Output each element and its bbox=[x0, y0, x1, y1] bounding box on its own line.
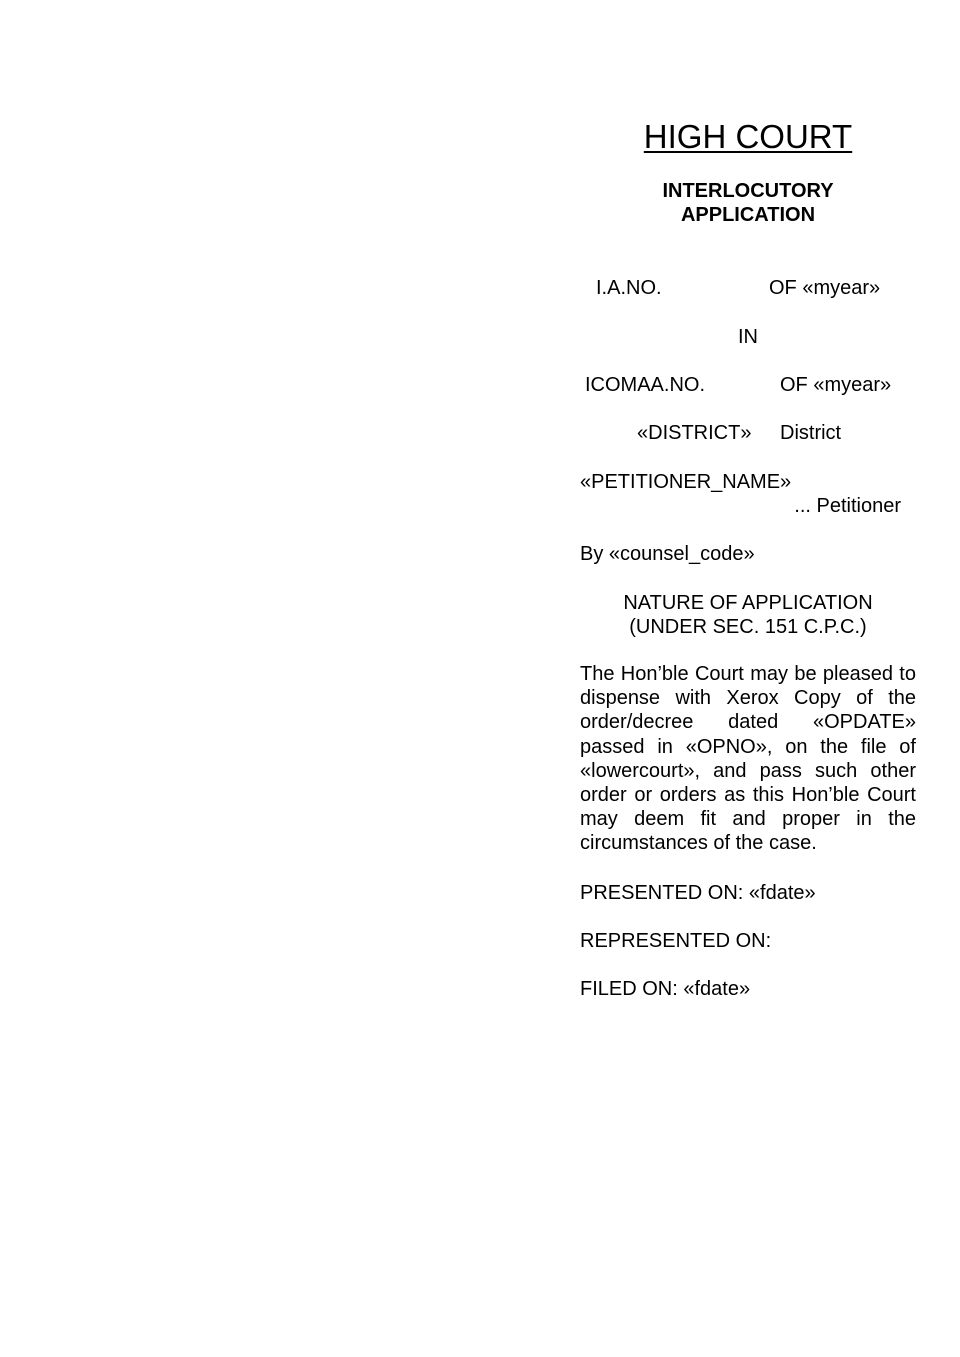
in-text: IN bbox=[738, 326, 758, 348]
nature-heading: NATURE OF APPLICATION bbox=[623, 592, 873, 614]
prayer-paragraph: The Hon’ble Court may be pleased to dispense with Xerox Copy of the order/decree dated «OPDATE» passed in «OPNO», on the file of «lowercourt», and pass such other order or orders as this Hon’ble Court may deem fit and proper in the circumstances of the case. bbox=[580, 663, 916, 855]
icomaa-number-label: ICOMAA.NO. bbox=[585, 374, 706, 396]
ia-year: OF «myear» bbox=[769, 277, 881, 299]
petitioner-name: «PETITIONER_NAME» bbox=[580, 471, 792, 493]
page-title: HIGH COURT bbox=[643, 118, 853, 155]
petitioner-role: ... Petitioner bbox=[794, 495, 901, 517]
district-label: District bbox=[780, 422, 842, 444]
subtitle-line-1: INTERLOCUTORY bbox=[662, 180, 834, 202]
nature-section: (UNDER SEC. 151 C.P.C.) bbox=[629, 616, 867, 638]
subtitle-line-2: APPLICATION bbox=[680, 204, 816, 226]
ia-number-label: I.A.NO. bbox=[596, 277, 662, 299]
counsel-line: By «counsel_code» bbox=[580, 543, 755, 565]
presented-on: PRESENTED ON: «fdate» bbox=[580, 882, 816, 904]
district-field: «DISTRICT» bbox=[637, 422, 752, 444]
filed-on: FILED ON: «fdate» bbox=[580, 978, 751, 1000]
represented-on: REPRESENTED ON: bbox=[580, 930, 772, 952]
icomaa-year: OF «myear» bbox=[780, 374, 892, 396]
application-cover-column bbox=[580, 0, 916, 1357]
